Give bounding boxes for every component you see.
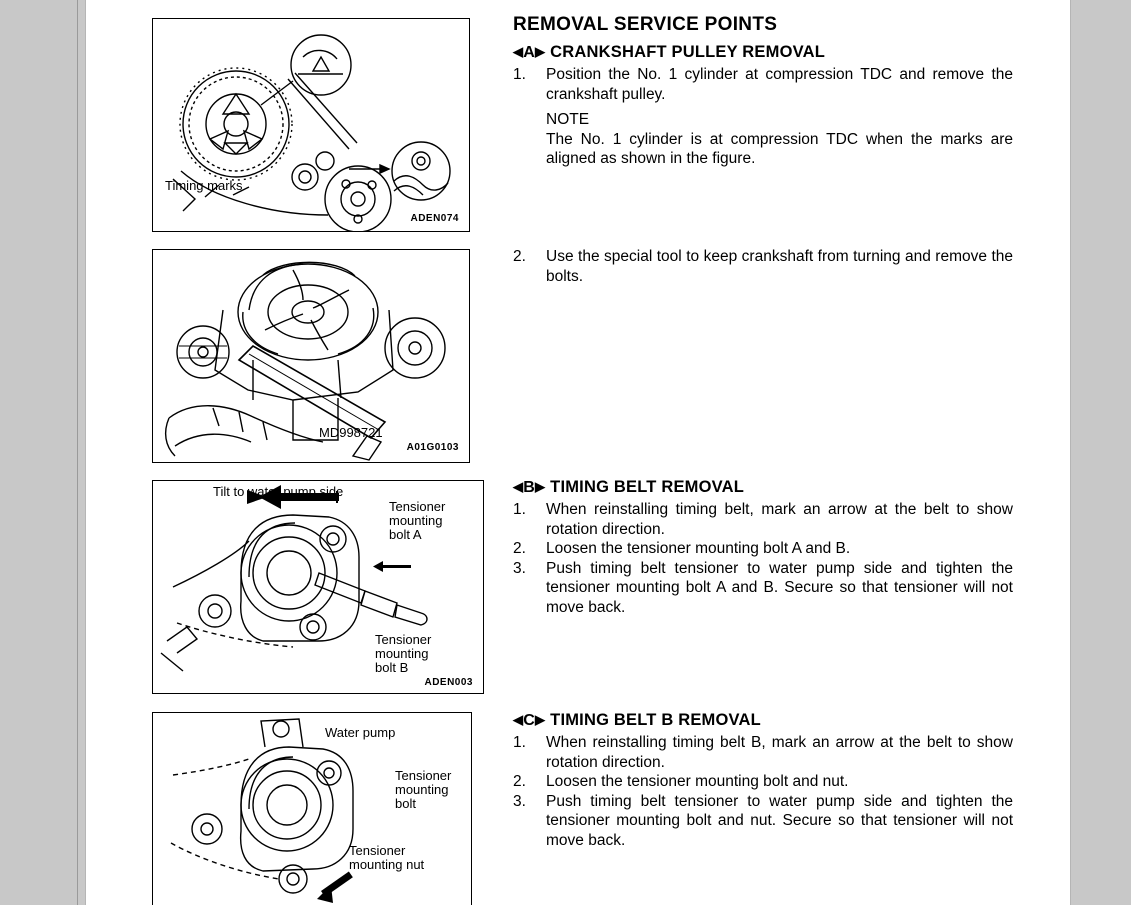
figure-label-tilt-water-pump: Tilt to water pump side xyxy=(213,484,344,499)
list-item xyxy=(513,733,1013,772)
step-text: Loosen the tensioner mounting bolt and nut. xyxy=(546,773,849,790)
step-number: 1. xyxy=(513,734,526,751)
subsection-heading-a xyxy=(513,43,1013,62)
step-text: Push timing belt tensioner to water pump side and tighten the tensioner mounting bolt and nut. Secure so that tensioner will not move back. xyxy=(546,792,1013,849)
label-line: bolt xyxy=(395,796,416,811)
page-title: REMOVAL SERVICE POINTS xyxy=(513,14,778,35)
figure-tensioner xyxy=(152,480,484,694)
marker-letter: C xyxy=(523,712,535,729)
list-item xyxy=(513,539,1013,559)
step-text: Push timing belt tensioner to water pump side and tighten the tensioner mounting bolt A and B. Secure so that tensioner will not move back. xyxy=(546,559,1013,616)
figure-label-tensioner-bolt xyxy=(395,769,451,811)
block-special-tool-step xyxy=(513,247,1013,286)
label-line: bolt B xyxy=(375,660,409,675)
figure-label-timing-marks: Timing marks xyxy=(165,178,243,193)
label-line: mounting xyxy=(375,646,429,661)
subsection-title: TIMING BELT REMOVAL xyxy=(550,478,745,496)
document-page xyxy=(85,0,1071,905)
marker-letter: A xyxy=(523,44,535,61)
viewer-right-gutter xyxy=(1071,0,1131,905)
list-item xyxy=(513,65,1013,104)
figure-special-tool xyxy=(152,249,470,463)
step-text: When reinstalling timing belt B, mark an arrow at the belt to show rotation direction. xyxy=(546,734,1013,771)
left-triangle-icon: ◀ xyxy=(513,479,524,494)
subsection-heading-b xyxy=(513,478,1013,497)
figure-special-tool-drawing xyxy=(153,250,469,462)
figure-timing-marks-drawing xyxy=(153,19,469,231)
right-triangle-icon: ▶ xyxy=(534,712,546,727)
list-item xyxy=(513,772,1013,792)
steps-list-c xyxy=(513,733,1013,850)
figure-label-tensioner-bolt-a xyxy=(389,500,445,542)
step-text: When reinstalling timing belt, mark an arrow at the belt to show rotation direction. xyxy=(546,501,1013,538)
list-item xyxy=(513,247,1013,286)
right-triangle-icon: ▶ xyxy=(534,44,546,59)
list-item xyxy=(513,792,1013,851)
subsection-heading-c xyxy=(513,711,1013,730)
figure-timing-marks xyxy=(152,18,470,232)
step-text: Loosen the tensioner mounting bolt A and B. xyxy=(546,540,851,557)
label-line: Tensioner xyxy=(389,499,446,514)
step-text: Use the special tool to keep crankshaft from turning and remove the bolts. xyxy=(546,248,1013,285)
label-line: mounting xyxy=(389,513,443,528)
left-triangle-icon: ◀ xyxy=(513,712,524,727)
list-item xyxy=(513,500,1013,539)
block-timing-belt-b-removal xyxy=(513,711,1013,850)
steps-list-a xyxy=(513,65,1013,104)
block-crankshaft-pulley-removal xyxy=(513,14,1013,169)
subsection-title: CRANKSHAFT PULLEY REMOVAL xyxy=(550,43,825,61)
step-number: 3. xyxy=(513,792,526,810)
step-number: 2. xyxy=(513,540,526,557)
label-line: mounting nut xyxy=(349,857,425,872)
step-number: 1. xyxy=(513,66,526,83)
label-line: Tensioner xyxy=(375,632,432,647)
figure-code-a01g0103: A01G0103 xyxy=(406,442,459,453)
figure-code-aden003: ADEN003 xyxy=(424,677,473,688)
label-line: mounting xyxy=(395,782,449,797)
figure-code-aden074: ADEN074 xyxy=(410,213,459,224)
left-triangle-icon: ◀ xyxy=(513,44,524,59)
figure-label-tensioner-nut xyxy=(349,844,424,872)
right-triangle-icon: ▶ xyxy=(534,479,546,494)
step-number: 1. xyxy=(513,501,526,518)
label-line: bolt A xyxy=(389,527,422,542)
steps-list-b xyxy=(513,500,1013,617)
note-body: The No. 1 cylinder is at compression TDC when the marks are aligned as shown in the figure. xyxy=(546,130,1013,167)
step-number: 3. xyxy=(513,559,526,577)
step-text: Position the No. 1 cylinder at compression TDC and remove the crankshaft pulley. xyxy=(546,66,1013,103)
block-timing-belt-removal xyxy=(513,478,1013,617)
step-number: 2. xyxy=(513,773,526,790)
note-block-a xyxy=(513,110,1013,169)
figure-water-pump xyxy=(152,712,472,905)
steps-list-a2 xyxy=(513,247,1013,286)
list-item xyxy=(513,559,1013,618)
marker-letter: B xyxy=(523,479,535,496)
step-number: 2. xyxy=(513,248,526,265)
figure-label-tensioner-bolt-b xyxy=(375,633,431,675)
viewer-left-gutter xyxy=(0,0,78,905)
subsection-title: TIMING BELT B REMOVAL xyxy=(550,711,761,729)
label-line: Tensioner xyxy=(349,843,406,858)
figure-label-water-pump: Water pump xyxy=(325,725,396,740)
figure-label-md998721: MD998721 xyxy=(319,425,383,440)
note-title: NOTE xyxy=(546,111,590,128)
label-line: Tensioner xyxy=(395,768,452,783)
